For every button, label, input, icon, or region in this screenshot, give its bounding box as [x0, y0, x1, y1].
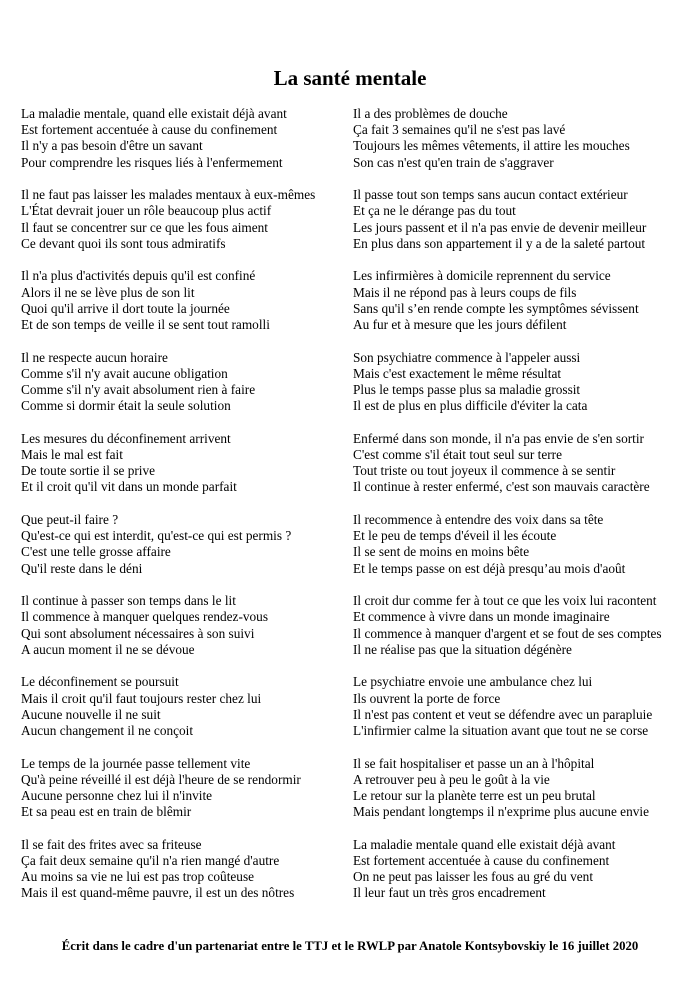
verse-line: Il passe tout son temps sans aucun contact extérieur — [353, 187, 628, 203]
stanza-left-10 — [21, 837, 343, 918]
stanza-left-5 — [21, 431, 343, 512]
stanza-left-3 — [21, 268, 343, 349]
verse-line: Et il croit qu'il vit dans un monde parfait — [21, 479, 237, 495]
stanza-left-2 — [21, 187, 343, 268]
verse-line: Mais il ne répond pas à leurs coups de fils — [353, 284, 577, 300]
verse-line: Et sa peau est en train de blêmir — [21, 804, 192, 820]
verse-line: Ça fait deux semaine qu'il n'a rien mangé d'autre — [21, 852, 280, 868]
verse-line: C'est une telle grosse affaire — [21, 544, 171, 560]
verse-line: Est fortement accentuée à cause du confinement — [21, 122, 278, 138]
verse-line: Les infirmières à domicile reprennent du service — [353, 268, 611, 284]
verse-line: Il se fait des frites avec sa friteuse — [21, 836, 202, 852]
stanza-left-9 — [21, 756, 343, 837]
verse-line: Comme s'il n'y avait aucune obligation — [21, 365, 228, 381]
verse-line: L'infirmier calme la situation avant que tout ne se corse — [353, 722, 649, 738]
verse-line: Le psychiatre envoie une ambulance chez lui — [353, 674, 593, 690]
verse-line: Et ça ne le dérange pas du tout — [353, 203, 516, 219]
poem-right-column — [353, 106, 693, 918]
verse-line: Ça fait 3 semaines qu'il ne s'est pas lavé — [353, 122, 566, 138]
stanza-right-9 — [353, 756, 693, 837]
verse-line: Sans qu'il s’en rende compte les symptômes sévissent — [353, 300, 639, 316]
verse-line: Il ne respecte aucun horaire — [21, 349, 168, 365]
verse-line: Aucun changement il ne conçoit — [21, 722, 194, 738]
verse-line: Son cas n'est qu'en train de s'aggraver — [353, 154, 554, 170]
verse-line: Il recommence à entendre des voix dans sa tête — [353, 511, 604, 527]
verse-line: Il ne réalise pas que la situation dégénère — [353, 641, 572, 657]
stanza-left-6 — [21, 512, 343, 593]
verse-line: Il commence à manquer quelques rendez-vous — [21, 609, 268, 625]
verse-line: Alors il ne se lève plus de son lit — [21, 284, 195, 300]
verse-line: En plus dans son appartement il y a de la saleté partout — [353, 235, 646, 251]
verse-line: Qui sont absolument nécessaires à son suivi — [21, 625, 255, 641]
verse-line: Il est de plus en plus difficile d'éviter la cata — [353, 398, 588, 414]
verse-line: Au fur et à mesure que les jours défilent — [353, 316, 567, 332]
stanza-left-7 — [21, 593, 343, 674]
stanza-right-3 — [353, 268, 693, 349]
verse-line: Mais le mal est fait — [21, 446, 123, 462]
verse-line: Le déconfinement se poursuit — [21, 674, 179, 690]
verse-line: Tout triste ou tout joyeux il commence à se sentir — [353, 463, 616, 479]
stanza-right-2 — [353, 187, 693, 268]
verse-line: Il croit dur comme fer à tout ce que les voix lui racontent — [353, 593, 657, 609]
verse-line: Est fortement accentuée à cause du confinement — [353, 852, 610, 868]
verse-line: L'État devrait jouer un rôle beaucoup plus actif — [21, 203, 272, 219]
verse-line: Il ne faut pas laisser les malades mentaux à eux-mêmes — [21, 187, 316, 203]
stanza-right-1 — [353, 106, 693, 187]
verse-line: Aucune nouvelle il ne suit — [21, 706, 161, 722]
verse-line: Il continue à passer son temps dans le lit — [21, 593, 236, 609]
verse-line: C'est comme s'il était tout seul sur terre — [353, 446, 562, 462]
verse-line: Plus le temps passe plus sa maladie grossit — [353, 381, 581, 397]
verse-line: Au moins sa vie ne lui est pas trop coûteuse — [21, 869, 255, 885]
verse-line: Il commence à manquer d'argent et se fout de ses comptes — [353, 625, 662, 641]
verse-line: Et commence à vivre dans un monde imaginaire — [353, 609, 610, 625]
verse-line: Comme s'il n'y avait absolument rien à faire — [21, 381, 256, 397]
stanza-right-8 — [353, 674, 693, 755]
verse-line: Il leur faut un très gros encadrement — [353, 885, 546, 901]
verse-line: Les jours passent et il n'a pas envie de devenir meilleur — [353, 219, 647, 235]
verse-line: Aucune personne chez lui il n'invite — [21, 787, 213, 803]
author-credit: Écrit dans le cadre d'un partenariat entre le TTJ et le RWLP par Anatole Kontsybovskiy le 16 juillet 2020 — [61, 939, 639, 953]
verse-line: Le retour sur la planète terre est un peu brutal — [353, 787, 596, 803]
verse-line: Le temps de la journée passe tellement vite — [21, 755, 251, 771]
poem-left-column — [21, 106, 343, 918]
verse-line: Il se fait hospitaliser et passe un an à l'hôpital — [353, 755, 595, 771]
verse-line: Et le peu de temps d'éveil il les écoute — [353, 528, 557, 544]
stanza-right-4 — [353, 350, 693, 431]
verse-line: Mais il est quand-même pauvre, il est un des nôtres — [21, 885, 295, 901]
verse-line: On ne peut pas laisser les fous au gré du vent — [353, 869, 594, 885]
verse-line: Et de son temps de veille il se sent tout ramolli — [21, 316, 270, 332]
stanza-left-4 — [21, 350, 343, 431]
verse-line: Et le temps passe on est déjà presqu’au mois d'août — [353, 560, 626, 576]
stanza-right-6 — [353, 512, 693, 593]
verse-line: Comme si dormir était la seule solution — [21, 398, 231, 414]
verse-line: Ce devant quoi ils sont tous admiratifs — [21, 235, 226, 251]
verse-line: Enfermé dans son monde, il n'a pas envie de s'en sortir — [353, 430, 644, 446]
verse-line: A retrouver peu à peu le goût à la vie — [353, 771, 550, 787]
stanza-right-10 — [353, 837, 693, 918]
stanza-left-1 — [21, 106, 343, 187]
verse-line: Pour comprendre les risques liés à l'enfermement — [21, 154, 283, 170]
verse-line: Son psychiatre commence à l'appeler aussi — [353, 349, 581, 365]
verse-line: Il n'est pas content et veut se défendre avec un parapluie — [353, 706, 653, 722]
verse-line: A aucun moment il ne se dévoue — [21, 641, 195, 657]
verse-line: Qu'il reste dans le déni — [21, 560, 143, 576]
verse-line: Qu'à peine réveillé il est déjà l'heure de se rendormir — [21, 771, 301, 787]
verse-line: Que peut-il faire ? — [21, 511, 119, 527]
verse-line: Il faut se concentrer sur ce que les fous aiment — [21, 219, 268, 235]
verse-line: Il se sent de moins en moins bête — [353, 544, 530, 560]
stanza-left-8 — [21, 674, 343, 755]
verse-line: Toujours les mêmes vêtements, il attire les mouches — [353, 138, 630, 154]
verse-line: Qu'est-ce qui est interdit, qu'est-ce qui est permis ? — [21, 528, 292, 544]
stanza-right-5 — [353, 431, 693, 512]
verse-line: Quoi qu'il arrive il dort toute la journée — [21, 300, 230, 316]
verse-line: Les mesures du déconfinement arrivent — [21, 430, 231, 446]
stanza-right-7 — [353, 593, 693, 674]
poem-title: La santé mentale — [273, 66, 427, 90]
verse-line: Il continue à rester enfermé, c'est son mauvais caractère — [353, 479, 650, 495]
verse-line: Ils ouvrent la porte de force — [353, 690, 501, 706]
verse-line: Mais pendant longtemps il n'exprime plus aucune envie — [353, 804, 649, 820]
verse-line: Il n'y a pas besoin d'être un savant — [21, 138, 203, 154]
verse-line: Mais c'est exactement le même résultat — [353, 365, 562, 381]
verse-line: De toute sortie il se prive — [21, 463, 156, 479]
verse-line: Il a des problèmes de douche — [353, 106, 508, 121]
verse-line: La maladie mentale quand elle existait déjà avant — [353, 836, 616, 852]
verse-line: Il n'a plus d'activités depuis qu'il est confiné — [21, 268, 256, 284]
verse-line: Mais il croit qu'il faut toujours rester chez lui — [21, 690, 262, 706]
verse-line: La maladie mentale, quand elle existait déjà avant — [21, 106, 287, 121]
